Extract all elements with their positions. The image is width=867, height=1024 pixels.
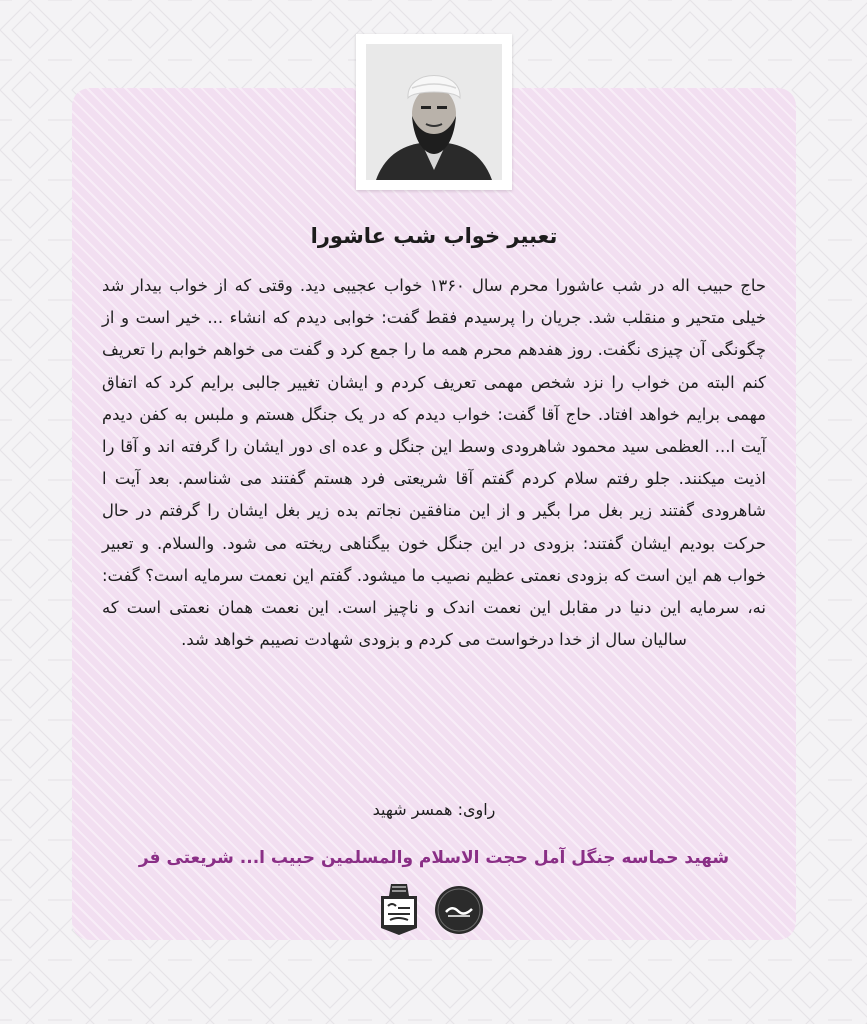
round-logo-icon <box>434 885 484 935</box>
article-body: حاج حبیب اله در شب عاشورا محرم سال ۱۳۶۰ خواب عجیبی دید. وقتی که از خواب بیدار شد خیلی متحیر و منقلب شد. جریان را پرسیدم فقط گفت: خوابی دیدم که انشاء ... خیر است و از چگونگی آن چیزی نگفت. روز هفدهم محرم همه ما را جمع کرد و گفت می خواهم خوابم را تعریف کنم البته من خواب را نزد شخص مهمی تعریف کردم و ایشان تغییر جالبی برایم کرد که اتفاق مهمی برایم خواهد افتاد. حاج آقا گفت: خواب دیدم که در یک جنگل هستم و ملبس به کفن دیدم آیت ا... العظمی سید محمود شاهرودی وسط این جنگل و عده ای دور ایشان را گرفته اند و آقا را اذیت میکنند. جلو رفتم سلام کردم گفتم آقا شریعتی فرد هستم گفتند می شناسم. بعد آیت ا شاهرودی گفتند زیر بغل مرا بگیر و از این منافقین نجاتم بده زیر بغل ایشان را گرفتم در حال حرکت بودیم ایشان گفتند: بزودی در این جنگل خون بیگناهی ریخته می شود. والسلام. و تعبیر خواب هم این است که بزودی نعمتی عظیم نصیب ما میشود. گفتم این نعمت سرمایه است؟ گفت: نه، سرمایه این دنیا در مقابل این نعمت اندک و ناچیز است. این نعمت همان نعمتی است که سالیان سال از خدا درخواست می کردم و بزودی شهادت نصیبم خواهد شد. <box>102 276 767 650</box>
martyr-name: شهید حماسه جنگل آمل حجت الاسلام والمسلمین حبیب ا... شریعتی فر <box>138 848 730 868</box>
fist-emblem-icon <box>378 882 420 936</box>
article-title: تعبیر خواب شب عاشورا <box>310 224 558 248</box>
narrator-line: راوی: همسر شهید <box>372 800 496 819</box>
portrait-photo <box>356 34 512 190</box>
